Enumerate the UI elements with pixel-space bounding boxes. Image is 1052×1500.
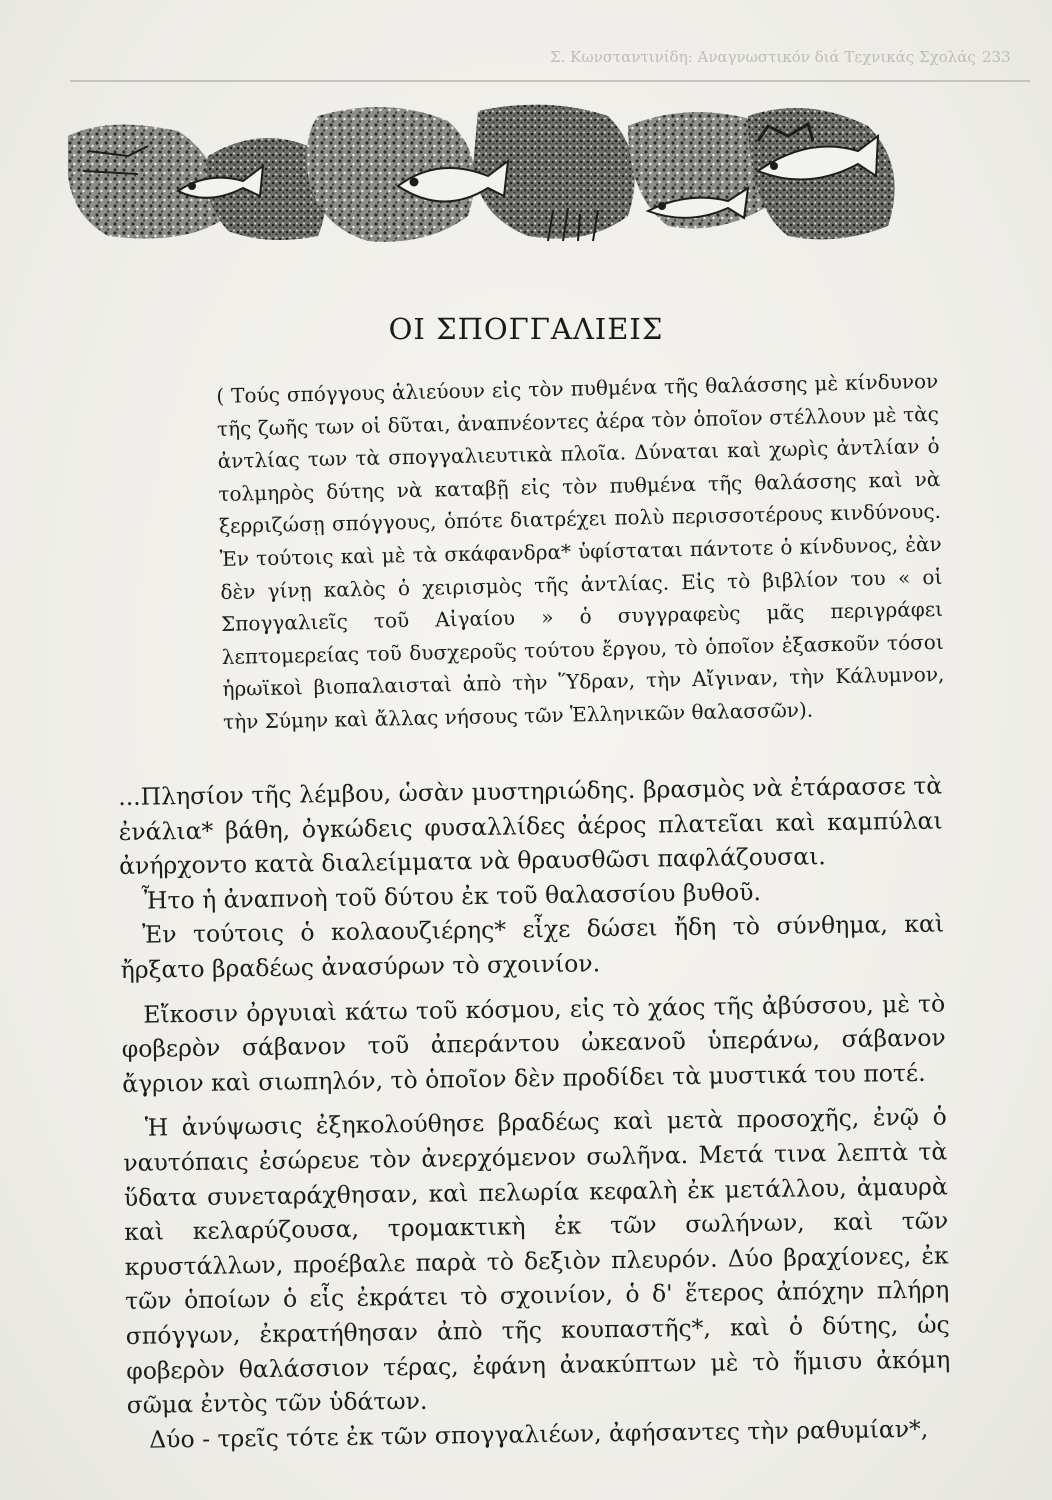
- article-body: [118, 768, 951, 1457]
- running-head-title: Σ. Κωνσταντινίδη: Αναγνωστικόν διά Τεχνικάς Σχολάς: [550, 48, 976, 66]
- page-number: 233: [982, 48, 1011, 66]
- body-paragraph: Δύο - τρεῖς τότε ἐκ τῶν σπογγαλιέων, ἀφήσαντες τὴν ραθυμίαν*,: [149, 1414, 929, 1454]
- body-paragraph: Ἐν τούτοις ὁ κολαουζιέρης* εἶχε δώσει ἤδη τὸ σύνθημα, καὶ ἤρξατο βραδέως ἀνασύρων τὸ σχοινίον.: [120, 909, 945, 984]
- running-head-bleed: [70, 40, 1030, 82]
- intro-paragraph: ( Τούς σπόγγους ἁλιεύουν εἰς τὸν πυθμένα τῆς θαλάσσης μὲ κίνδυνον τῆς ζωῆς των οἱ δῦται, ἀναπνέοντες ἀέρα τὸν ὁποῖον στέλλουν μὲ τὰς ἀντλίας των τὰ σπογγαλιευτικὰ πλοῖα. Δύναται καὶ χωρὶς ἀντλίαν ὁ τολμηρὸς δύτης νὰ καταβῇ εἰς τὸν πυθμένα τῆς θαλάσσης καὶ νὰ ξερριζώσῃ σπόγγους, ὁπότε διατρέχει πολὺ περισσοτέρους κινδύνους. Ἐν τούτοις καὶ μὲ τὰ σκάφανδρα* ὑφίσταται πάντοτε ὁ κίνδυνος, ἐὰν δὲν γίνῃ καλὸς ὁ χειρισμὸς τῆς ἀντλίας. Εἰς τὸ βιβλίον του « οἱ Σπογγαλιεῖς τοῦ Αἰγαίου » ὁ συγγραφεὺς μᾶς περιγράφει λεπτομερείας τοῦ δυσχεροῦς τούτου ἔργου, τὸ ὁποῖον ἐξασκοῦν τόσοι ἡρωϊκοὶ βιοπαλαισταὶ ἀπὸ τὴν Ὕδραν, τὴν Αἴγιναν, τὴν Κάλυμνον, τὴν Σύμην καὶ ἄλλας νήσους τῶν Ἑλληνικῶν θαλασσῶν).: [216, 368, 945, 734]
- fish-and-sponges-vignette-icon: [68, 96, 944, 248]
- body-paragraph: ...Πλησίον τῆς λέμβου, ὡσὰν μυστηριώδης. βρασμὸς νὰ ἐτάρασσε τὰ ἐνάλια* βάθη, ὀγκώδεις φυσαλλίδες ἀέρος πλατεῖαι καὶ καμπύλαι ἀνήρχοντο κατὰ διαλείμματα νὰ θραυσθῶσι παφλάζουσαι.: [118, 771, 943, 881]
- body-paragraph: Ἡ ἀνύψωσις ἐξηκολούθησε βραδέως καὶ μετὰ προσοχῆς, ἐνῷ ὁ ναυτόπαις ἐσώρευε τὸν ἀνερχόμενον σωλῆνα. Μετά τινα λεπτὰ τὰ ὕδατα συνεταράχθησαν, καὶ πελωρία κεφαλὴ ἐκ μετάλλου, ἀμαυρὰ καὶ κελαρύζουσα, τρομακτικὴ ἐκ τῶν σωλήνων, καὶ τῶν κρυστάλλων, προέβαλε παρὰ τὸ δεξιὸν πλευρόν. Δύο βραχίονες, ἐκ τῶν ὁποίων ὁ εἷς ἐκράτει τὸ σχοινίον, ὁ δ' ἕτερος ἀπόχην πλήρη σπόγγων, ἐκρατήθησαν ἀπὸ τῆς κουπαστῆς*, καὶ ὁ δύτης, ὡς φοβερὸν θαλάσσιον τέρας, ἐφάνη ἀνακύπτων μὲ τὸ ἥμισυ ἀκόμη σῶμα ἐντὸς τῶν ὑδάτων.: [123, 1102, 951, 1420]
- body-paragraph: Εἴκοσιν ὀργυιαὶ κάτω τοῦ κόσμου, εἰς τὸ χάος τῆς ἀβύσσου, μὲ τὸ φοβερὸν σάβανον τοῦ ἀπεράντου ὠκεανοῦ ὑπεράνω, σάβανον ἄγριον καὶ σιωπηλόν, τὸ ὁποῖον δὲν προδίδει τὰ μυστικά του ποτέ.: [121, 989, 946, 1098]
- article-title: ΟΙ ΣΠΟΓΓΑΛΙΕΙΣ: [388, 312, 664, 346]
- body-paragraph: Ἦτο ἡ ἀναπνοὴ τοῦ δύτου ἐκ τοῦ θαλασσίου βυθοῦ.: [141, 877, 762, 915]
